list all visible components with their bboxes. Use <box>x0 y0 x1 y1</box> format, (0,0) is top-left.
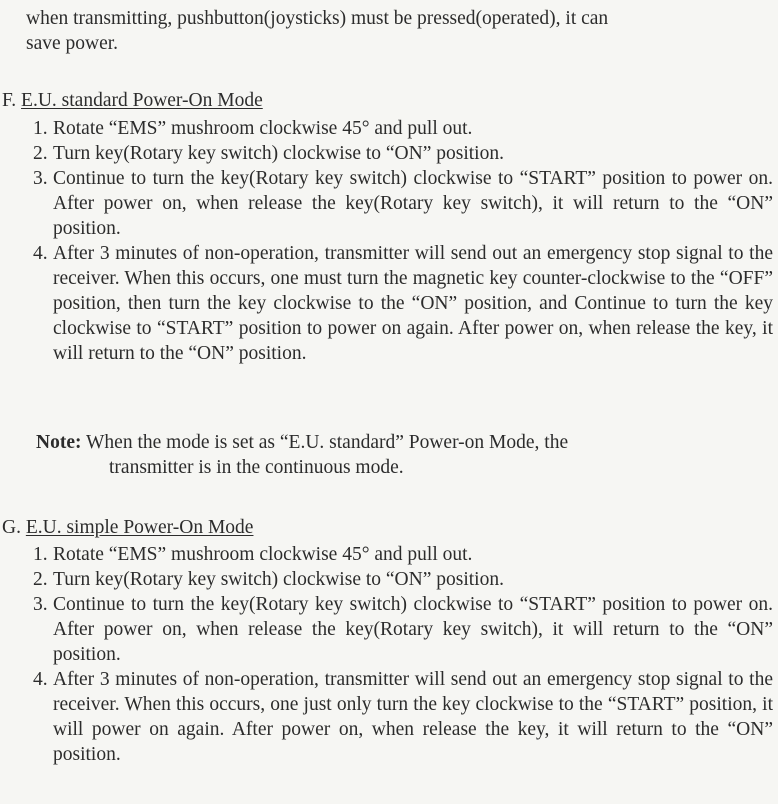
list-item <box>33 116 773 141</box>
item-text: Turn key(Rotary key switch) clockwise to “ON” position. <box>53 569 504 590</box>
item-number: 2. <box>33 143 48 164</box>
list-item <box>33 241 773 366</box>
intro-line-1: when transmitting, pushbutton(joysticks) must be pressed(operated), it can <box>26 8 609 29</box>
item-number: 4. <box>33 243 48 264</box>
note-line-2: transmitter is in the continuous mode. <box>109 457 404 478</box>
item-number: 1. <box>33 544 48 565</box>
item-number: 1. <box>33 118 48 139</box>
list-item <box>33 166 773 241</box>
item-text: Rotate “EMS” mushroom clockwise 45° and pull out. <box>53 118 473 139</box>
item-text: After 3 minutes of non-operation, transmitter will send out an emergency stop signal to the receiver. When this occurs, one just only turn the key clockwise to the “START” position, it will power on again. After power on, when release the key, it will return to the “ON” position. <box>53 669 773 765</box>
note-block <box>36 430 774 480</box>
item-number: 3. <box>33 168 48 189</box>
note-line-1 <box>36 430 774 455</box>
section-g-list <box>33 542 773 767</box>
note-label: Note: <box>36 432 82 453</box>
item-text: Rotate “EMS” mushroom clockwise 45° and pull out. <box>53 544 473 565</box>
intro-line-2: save power. <box>26 33 119 54</box>
item-text: After 3 minutes of non-operation, transmitter will send out an emergency stop signal to the receiver. When this occurs, one must turn the magnetic key counter-clockwise to the “OFF” position, then turn the key clockwise to the “ON” position, and Continue to turn the key clockwise to “START” position to power on again. After power on, when release the key, it will return to the “ON” position. <box>53 243 773 364</box>
section-g-title: E.U. simple Power-On Mode <box>25 517 254 538</box>
list-item <box>33 567 773 592</box>
section-g-heading <box>2 515 253 540</box>
intro-paragraph <box>26 6 771 56</box>
list-item <box>33 542 773 567</box>
item-number: 2. <box>33 569 48 590</box>
item-text: Continue to turn the key(Rotary key switch) clockwise to “START” position to power on. After power on, when release the key(Rotary key switch), it will return to the “ON” position. <box>53 168 773 239</box>
item-number: 4. <box>33 669 48 690</box>
list-item <box>33 667 773 767</box>
section-f-heading <box>2 88 263 113</box>
note-text: When the mode is set as “E.U. standard” Power-on Mode, the <box>86 432 569 453</box>
list-item <box>33 592 773 667</box>
section-g-letter: G. <box>2 517 21 538</box>
section-f-list <box>33 116 773 366</box>
item-number: 3. <box>33 594 48 615</box>
item-text: Continue to turn the key(Rotary key switch) clockwise to “START” position to power on. After power on, when release the key(Rotary key switch), it will return to the “ON” position. <box>53 594 773 665</box>
section-f-letter: F. <box>2 90 17 111</box>
list-item <box>33 141 773 166</box>
item-text: Turn key(Rotary key switch) clockwise to “ON” position. <box>53 143 504 164</box>
section-f-title: E.U. standard Power-On Mode <box>21 90 263 111</box>
